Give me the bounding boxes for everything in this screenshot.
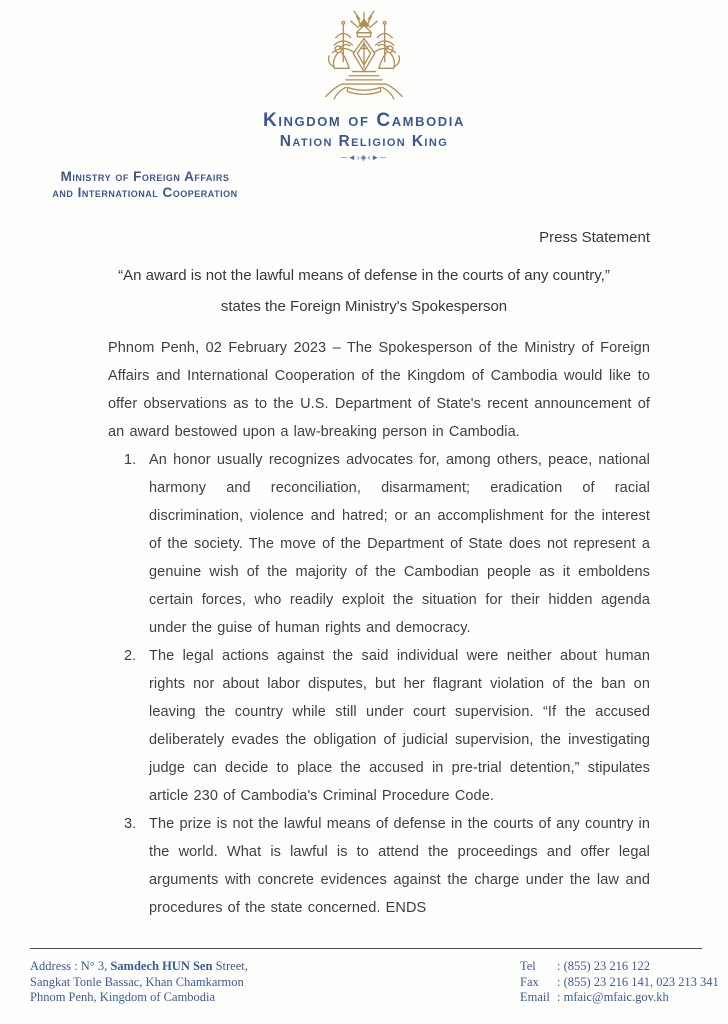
list-item-text: The legal actions against the said individual were neither about human rights nor about labor disputes, but her flagrant violation of the ban on leaving the country while still under court supervision. “If the accused deliberately evades the obligation of judicial supervision, the investigating judge can decide to place the accused in pre-trial detention,” stipulates article 230 of Cambodia's Criminal Procedure Code.	[149, 648, 650, 804]
intro-paragraph: Phnom Penh, 02 February 2023 – The Spokesperson of the Ministry of Foreign Affairs and International Cooperation of the Kingdom of Cambodia would like to offer observations as to the U.S. Department of State's recent announcement of an award bestowed upon a law-breaking person in Cambodia.	[108, 340, 650, 440]
statement-body	[108, 334, 650, 922]
contact-fax	[520, 975, 719, 991]
ministry-name	[20, 169, 270, 201]
address-line2: Sangkat Tonle Bassac, Khan Chamkarmon	[30, 974, 244, 989]
contact-label: Email	[520, 990, 550, 1004]
list-item-number: 1.	[124, 452, 137, 468]
press-statement-label: Press Statement	[539, 229, 650, 246]
contact-label: Fax	[520, 974, 539, 989]
numbered-points	[124, 446, 650, 922]
footer-contacts	[520, 959, 719, 1006]
ornament-divider-icon: ─◄›◈‹►─	[341, 153, 387, 162]
headline	[55, 260, 673, 322]
royal-arms-emblem	[0, 10, 728, 110]
list-item	[124, 642, 650, 810]
list-item-number: 2.	[124, 648, 137, 664]
contact-value: : (855) 23 216 122	[557, 959, 651, 973]
kingdom-title: Kingdom of Cambodia	[263, 110, 465, 131]
contact-email	[520, 990, 719, 1006]
contact-value: : (855) 23 216 141, 023 213 341	[557, 974, 719, 989]
list-item-text: The prize is not the lawful means of defense in the courts of any country in the world. What is lawful is to attend the proceedings and offer legal arguments with concrete evidences against the charge under the law and procedures of the state concerned. ENDS	[149, 816, 650, 916]
list-item	[124, 810, 650, 922]
headline-line1: “An award is not the lawful means of defense in the courts of any country,”	[118, 267, 610, 284]
ministry-line2: and International Cooperation	[52, 185, 238, 200]
footer-divider	[30, 948, 702, 949]
ministry-line1: Ministry of Foreign Affairs	[60, 169, 230, 184]
address-street-name: Samdech HUN Sen	[110, 959, 213, 973]
contact-label: Tel	[520, 959, 536, 973]
footer-address	[30, 959, 248, 1006]
address-suffix: Street,	[212, 959, 248, 973]
address-prefix: Address : N° 3,	[30, 959, 111, 973]
contact-tel	[520, 959, 719, 975]
address-line3: Phnom Penh, Kingdom of Cambodia	[30, 990, 216, 1004]
national-motto: Nation Religion King	[279, 133, 449, 150]
list-item-number: 3.	[124, 816, 137, 832]
list-item-text: An honor usually recognizes advocates for, among others, peace, national harmony and reconciliation, disarmament; eradication of racial discrimination, violence and hatred; or an accomplishment for the interest of the society. The move of the Department of State does not represent a genuine wish of the majority of the Cambodian people as it emboldens certain forces, who readily exploit the situation for their hidden agenda under the guise of human rights and democracy.	[149, 452, 650, 636]
royal-arms-icon	[306, 10, 422, 110]
headline-line2: states the Foreign Ministry's Spokesperson	[220, 298, 508, 315]
address-line1	[30, 959, 248, 975]
contact-value: : mfaic@mfaic.gov.kh	[557, 990, 669, 1004]
list-item	[124, 446, 650, 642]
